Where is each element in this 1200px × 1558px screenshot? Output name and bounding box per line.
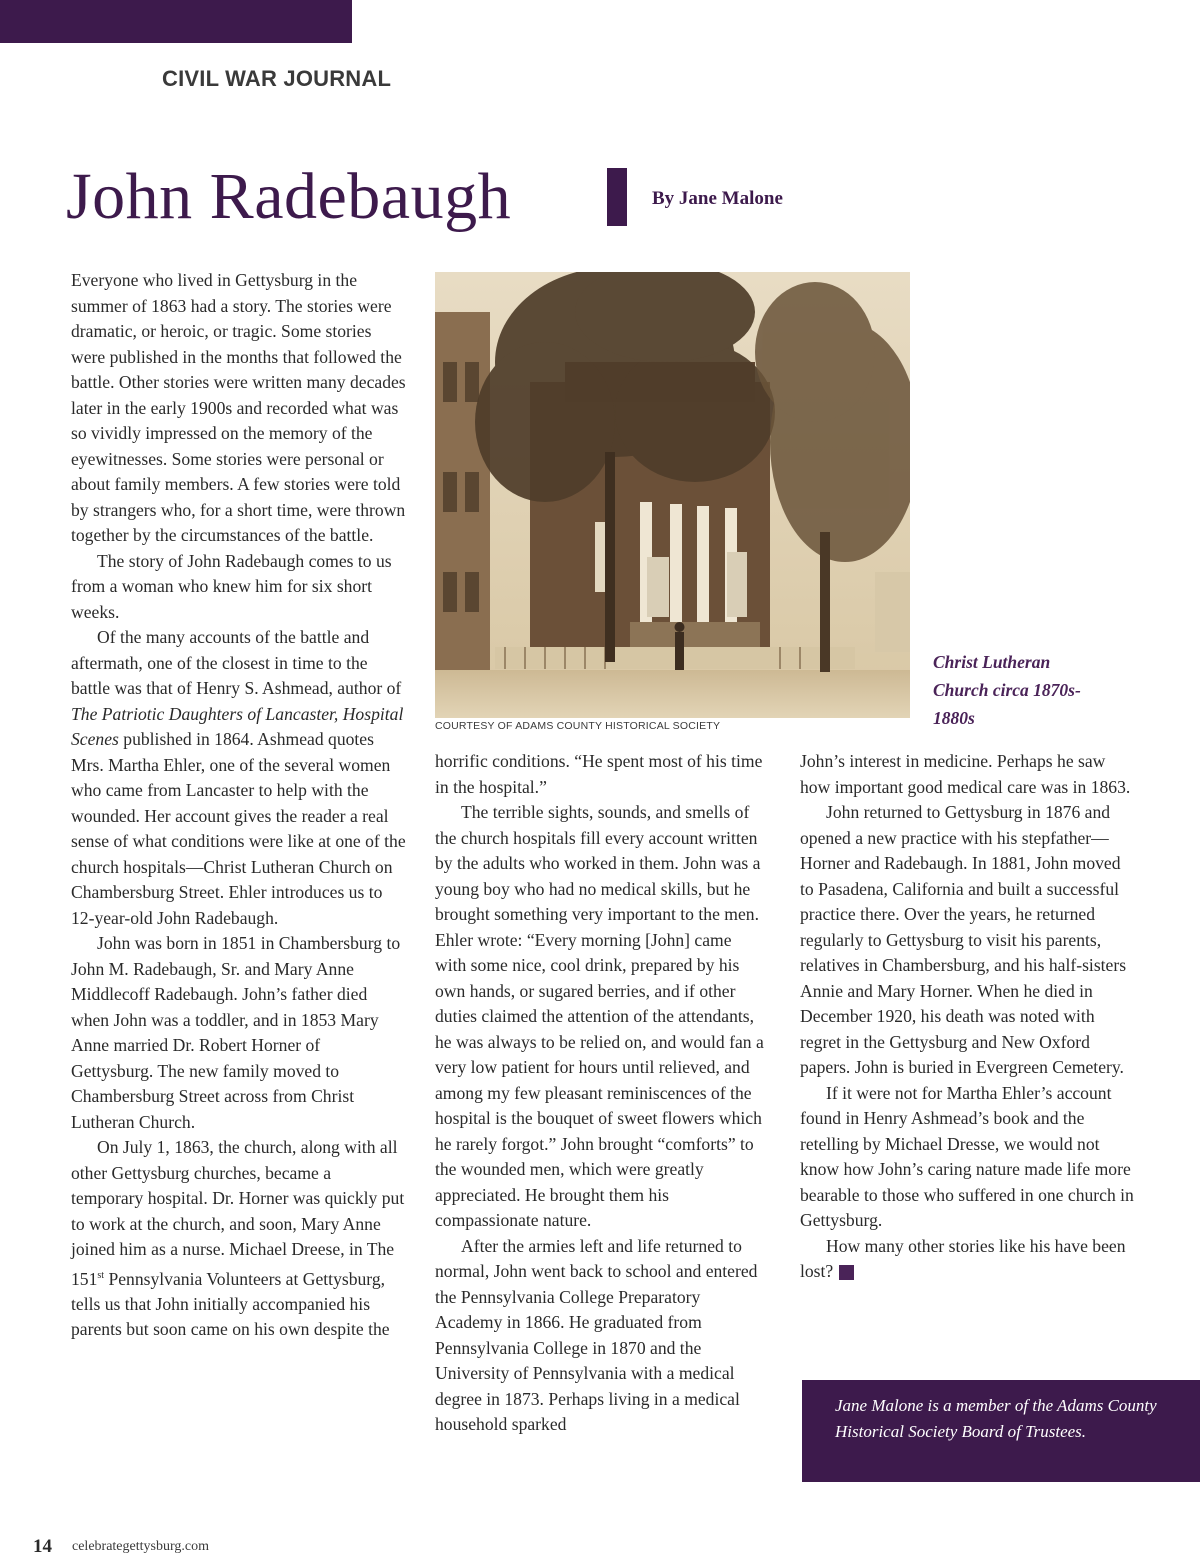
paragraph: After the armies left and life returned to normal, John went back to school and entered the Pennsylvania College Preparatory Academy in 1866. He graduated from Pennsylvania College in 1870 and the University of Pennsylvania with a medical degree in 1873. Perhaps living in a medical household sparked	[435, 1235, 758, 1434]
paragraph: The story of John Radebaugh comes to us from a woman who knew him for six short weeks.	[71, 550, 392, 622]
paragraph: Everyone who lived in Gettysburg in the summer of 1863 had a story. The stories were dramatic, or heroic, or tragic. Some stories were published in the months that followed the battle. Other stories were written many decades later in the early 1900s and recorded what was so vividly impressed on the memory of the eyewitnesses. Some stories were personal or about family members. A few stories were told by strangers who, for a short time, were thrown together by the circumstances of the battle.	[71, 270, 406, 545]
ordinal-suffix: st	[97, 1269, 105, 1281]
author-bio-box	[802, 1380, 1200, 1482]
paragraph-text: Of the many accounts of the battle and aftermath, one of the closest in time to the battle was that of Henry S. Ashmead, author of	[71, 627, 402, 698]
paragraph-text: How many other stories like his have been lost?	[800, 1235, 1126, 1281]
paragraph: horrific conditions. “He spent most of his time in the hospital.”	[435, 751, 763, 797]
paragraph: John’s interest in medicine. Perhaps he saw how important good medical care was in 1863.	[800, 751, 1131, 797]
end-of-article-mark-icon: G	[839, 1265, 854, 1280]
article-column-1	[71, 268, 406, 1343]
byline: By Jane Malone	[652, 188, 783, 209]
paragraph: The terrible sights, sounds, and smells of the church hospitals fill every account written by the adults who worked in them. John was a young boy who had no medical skills, but he brought something very important to the men. Ehler wrote: “Every morning [John] came with some nice, cool drink, prepared by his own hands, or sugared berries, and if other duties claimed the attention of the attendants, he was always to be relied on, and would fan a very low patient for hours until relieved, and among my few pleasant reminiscences of the hospital is the bouquet of sweet flowers which he rarely forgot.” John brought “comforts” to the wounded men, which were greatly appreciated. He brought them his compassionate nature.	[435, 802, 764, 1230]
paragraph: If it were not for Martha Ehler’s account found in Henry Ashmead’s book and the retelling by Michael Dresse, we would not know how John’s caring nature made life more bearable to those who suffered in one church in Gettysburg.	[800, 1082, 1134, 1230]
title-divider-bar	[607, 168, 627, 226]
paragraph: John returned to Gettysburg in 1876 and opened a new practice with his stepfather—Horner and Radebaugh. In 1881, John moved to Pasadena, California and built a successful practice there. Over the years, he returned regularly to Gettysburg to visit his parents, relatives in Chambersburg, and his half-sisters Annie and Mary Horner. When he died in December 1920, his death was noted with regret in the Gettysburg and New Oxford papers. John is buried in Evergreen Cemetery.	[800, 802, 1127, 1077]
article-column-2	[435, 749, 767, 1438]
paragraph-text: On July 1, 1863, the church, along with all other Gettysburg churches, became a temporary hospital. Dr. Horner was quickly put to work at the church, and soon, Mary Anne joined him as a nurse. Michael Dreese, in The 151	[71, 1137, 405, 1289]
article-title: John Radebaugh	[66, 160, 512, 233]
paragraph-text: published in 1864. Ashmead quotes Mrs. Martha Ehler, one of the several women who came from Lancaster to help with the wounded. Her account gives the reader a real sense of what conditions were like at one of the church hospitals—Christ Lutheran Church on Chambersburg Street. Ehler introduces us to 12-year-old John Radebaugh.	[71, 729, 406, 928]
book-title: The Patriotic Daughters of Lancaster, Hospital Scenes	[71, 703, 404, 749]
website-url: celebrategettysburg.com	[72, 1539, 209, 1554]
paragraph	[800, 1234, 1135, 1285]
paragraph	[71, 1135, 406, 1343]
section-label: CIVIL WAR JOURNAL	[162, 66, 392, 91]
author-bio: Jane Malone is a member of the Adams County Historical Society Board of Trustees.	[835, 1396, 1157, 1441]
paragraph-text: Pennsylvania Volunteers at Gettysburg, tells us that John initially accompanied his parents but soon came on his own despite the	[71, 1268, 390, 1340]
paragraph: John was born in 1851 in Chambersburg to John M. Radebaugh, Sr. and Mary Anne Middlecoff Radebaugh. John’s father died when John was a toddler, and in 1853 Mary Anne married Dr. Robert Horner of Gettysburg. The new family moved to Chambersburg Street across from Christ Lutheran Church.	[71, 933, 401, 1132]
article-column-3	[800, 749, 1135, 1285]
paragraph	[71, 625, 406, 931]
church-photo	[435, 272, 910, 718]
photo-credit: COURTESY OF ADAMS COUNTY HISTORICAL SOCIETY	[435, 720, 721, 732]
photo-caption: Christ Lutheran Church circa 1870s-1880s	[933, 652, 1081, 728]
top-color-bar	[0, 0, 352, 43]
page-number: 14	[33, 1536, 52, 1557]
